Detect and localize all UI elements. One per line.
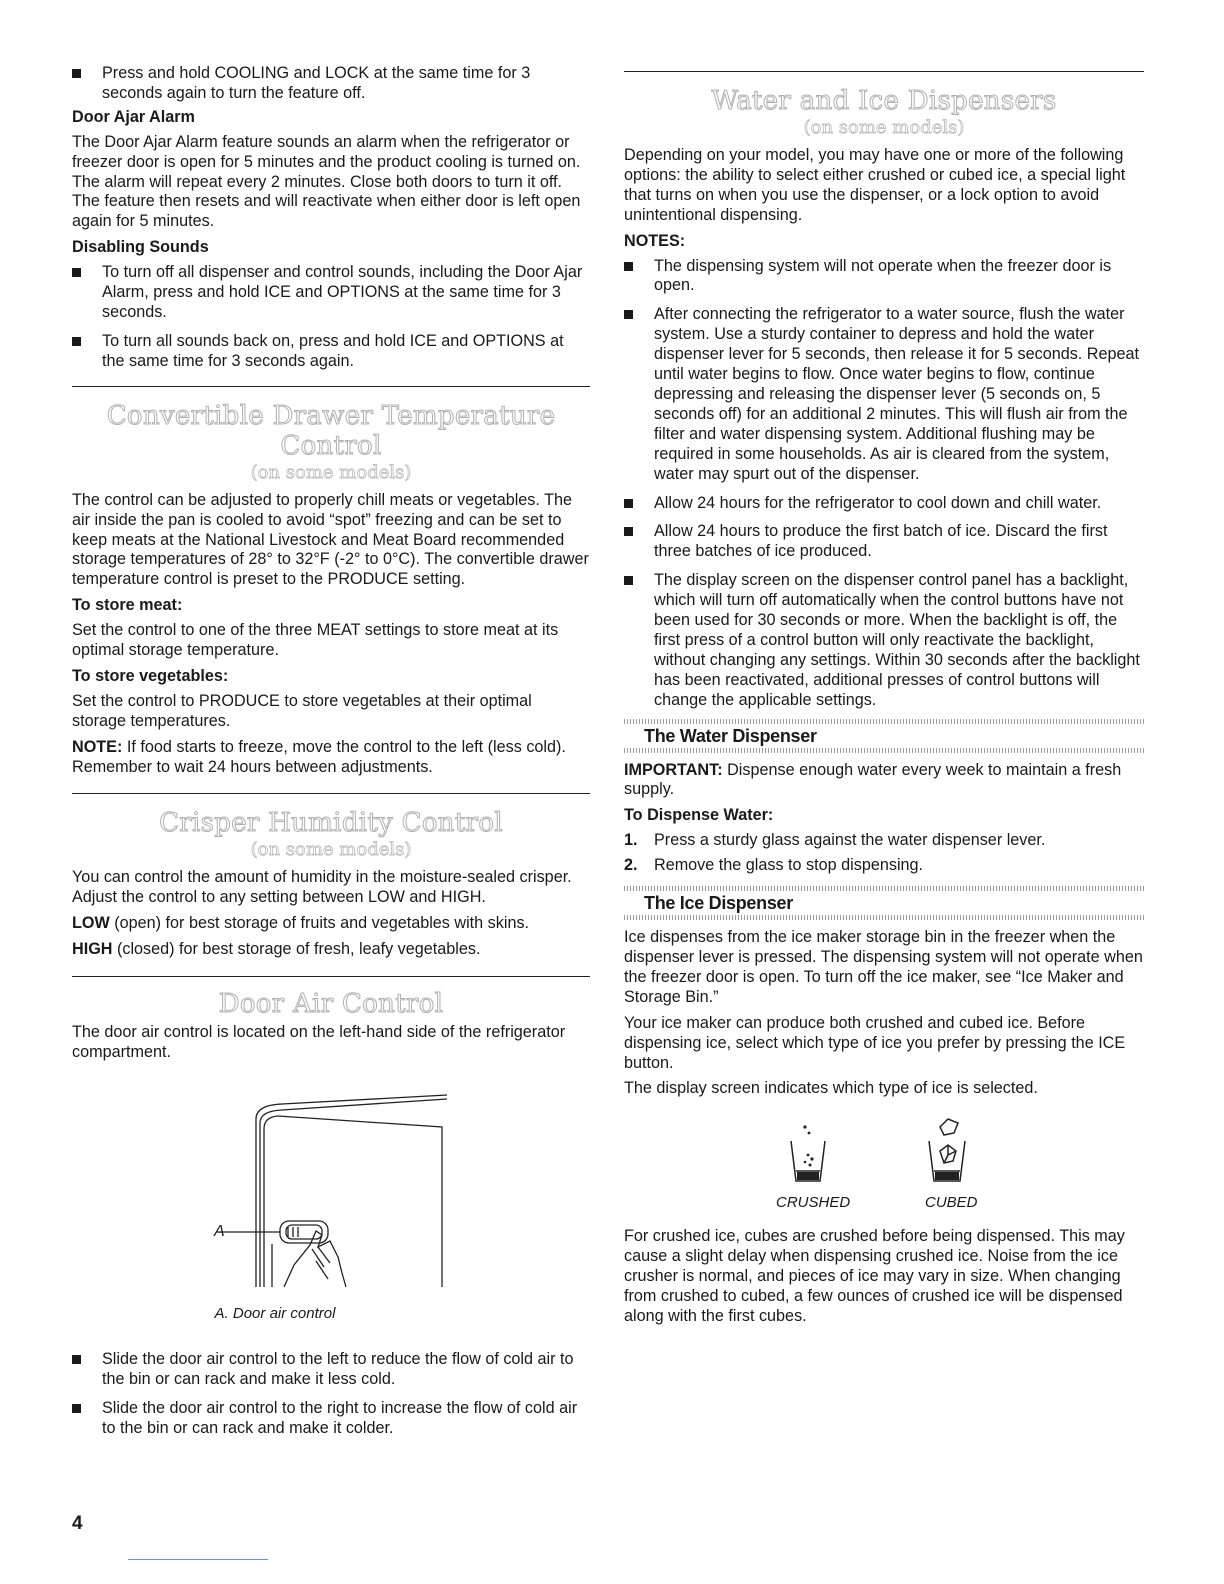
store-vegetables-text: Set the control to PRODUCE to store vegetables at their optimal storage temperatures. [72,691,532,730]
list-item: Press and hold COOLING and LOCK at the same time for 3 seconds again to turn the feature off. [72,64,590,104]
right-column [624,71,1144,1333]
ice-text: Ice dispenses from the ice maker storage bin in the freezer when the dispenser lever is pressed. The dispensing system will not operate when the freezer door is open. To turn off the ice maker, see “Ice Maker and Storage Bin.” [624,928,1143,1006]
notes-heading: NOTES: [624,231,686,250]
to-dispense-water-heading: To Dispense Water: [624,806,774,825]
high-setting-text: HIGH (closed) for best storage of fresh, leafy vegetables. [72,940,481,959]
water-dispenser-heading: The Water Dispenser [624,719,1144,753]
cubed-label: CUBED [925,1194,978,1212]
page-number: 4 [72,1513,83,1534]
low-setting-text: LOW (open) for best storage of fruits and vegetables with skins. [72,914,530,933]
drawer-section-title: Convertible Drawer Temperature Control [106,400,556,461]
crisper-section-title: Crisper Humidity Control [159,808,503,839]
section-divider [72,793,590,794]
store-vegetables-heading: To store vegetables: [72,666,229,685]
drawer-note: NOTE: If food starts to freeze, move the control to the left (less cold). Remember to wait 24 hours between adjustments. [72,737,566,776]
door-air-control-illustration [72,1069,590,1301]
drawer-text: The control can be adjusted to properly chill meats or vegetables. The air inside the pan is cooled to avoid “spot” freezing and can be set to keep meats at the National Livestock and Meat Board recommended storage temperatures of 28° to 32°F (-2° to 0°C). The convertible drawer temperature control is preset to the PRODUCE setting. [72,490,589,589]
store-meat-text: Set the control to one of the three MEAT settings to store meat at its optimal storage temperature. [72,621,559,660]
list-item: 1. Press a sturdy glass against the water dispenser lever. [624,831,1046,850]
crisper-section-subtitle: (on some models) [250,839,412,861]
bullet-icon [72,1355,81,1364]
left-column [72,64,590,1447]
stripe-rule [624,719,1144,724]
ice-dispenser-heading: The Ice Dispenser [624,886,1144,920]
bullet-icon [72,337,81,346]
list-item: 2. Remove the glass to stop dispensing. [624,856,924,875]
section-divider [624,71,1144,72]
ice-type-figure [624,1105,1144,1215]
list-item: Slide the door air control to the left to reduce the flow of cold air to the bin or can rack and make it less cold. [72,1350,590,1390]
bullet-icon [72,268,81,277]
dispensers-section-title: Water and Ice Dispensers [711,86,1057,116]
bullet-icon [624,527,633,536]
bullet-icon [72,69,81,78]
store-meat-heading: To store meat: [72,596,183,615]
door-air-text: The door air control is located on the left-hand side of the refrigerator compartment. [72,1023,566,1061]
ice-text: The display screen indicates which type of ice is selected. [624,1079,1038,1098]
dispensers-section-subtitle: (on some models) [803,117,965,138]
disabling-sounds-heading: Disabling Sounds [72,238,209,257]
list-item: Allow 24 hours for the refrigerator to cool down and chill water. [624,494,1144,514]
list-item: To turn all sounds back on, press and hold ICE and OPTIONS at the same time for 3 seconds again. [72,332,590,372]
bullet-icon [624,576,633,585]
dispensers-text: Depending on your model, you may have one or more of the following options: the ability to select either crushed or cubed ice, a special light that turns on when you use the dispenser, or a lock option to avoid unintentional dispensing. [624,146,1126,224]
list-item: To turn off all dispenser and control sounds, including the Door Ajar Alarm, press and hold ICE and OPTIONS at the same time for 3 seconds. [72,263,590,323]
list-item: After connecting the refrigerator to a water source, flush the water system. Use a sturdy container to depress and hold the water dispenser lever for 5 seconds, then release it for 5 seconds. Repeat until water begins to flow. Once water begins to flow, continue depressing and releasing the dispenser lever (5 seconds on, 5 seconds off) for an additional 2 minutes. This will flush air from the filter and water dispensing system. Additional flushing may be required in some households. As air is cleared from the system, water may spurt out of the dispenser. [624,305,1144,484]
crushed-ice-text: For crushed ice, cubes are crushed before being dispensed. This may cause a slight delay when dispensing crushed ice. Noise from the ice crusher is normal, and pieces of ice may vary in size. When changing from crushed to cubed, a few ounces of crushed ice will be dispensed along with the first cubes. [624,1227,1125,1325]
ice-text: Your ice maker can produce both crushed and cubed ice. Before dispensing ice, select which type of ice you prefer by pressing the ICE button. [624,1013,1126,1072]
section-divider [72,976,590,977]
stripe-rule [624,915,1144,920]
figure-caption: A. Door air control [214,1304,336,1322]
door-air-figure [72,1069,590,1301]
list-item: The dispensing system will not operate when the freezer door is open. [624,257,1144,297]
drawer-section-subtitle: (on some models) [250,461,412,483]
important-text: IMPORTANT: Dispense enough water every week to maintain a fresh supply. [624,760,1122,799]
cubed-ice-icon [926,1115,970,1189]
stripe-rule [624,886,1144,891]
stripe-rule [624,748,1144,753]
callout-label: A [214,1222,225,1240]
list-item: The display screen on the dispenser control panel has a backlight, which will turn off automatically when the control buttons have not been used for 30 seconds or more. When the backlight is off, the first press of a control button will only reactivate the backlight, without changing any settings. Within 30 seconds after the backlight has been reactivated, additional presses of control buttons will change the applicable settings. [624,571,1144,710]
door-ajar-text: The Door Ajar Alarm feature sounds an alarm when the refrigerator or freezer door is open for 5 minutes and the product cooling is turned on. The alarm will repeat every 2 minutes. Close both doors to turn it off. The feature then resets and will reactivate when either door is left open again for 5 minutes. [72,132,581,231]
footer-rule [128,1559,268,1560]
crushed-label: CRUSHED [776,1194,851,1212]
bullet-icon [624,310,633,319]
door-ajar-heading: Door Ajar Alarm [72,107,195,126]
door-air-section-title: Door Air Control [218,989,444,1020]
section-divider [72,386,590,387]
list-item: Allow 24 hours to produce the first batch of ice. Discard the first three batches of ice produced. [624,522,1144,562]
bullet-icon [624,499,633,508]
crisper-text: You can control the amount of humidity in the moisture-sealed crisper. Adjust the control to any setting between LOW and HIGH. [72,868,572,907]
bullet-icon [624,262,633,271]
list-item: Slide the door air control to the right to increase the flow of cold air to the bin or can rack and make it colder. [72,1399,590,1439]
bullet-icon [72,1404,81,1413]
crushed-ice-icon [788,1119,828,1189]
